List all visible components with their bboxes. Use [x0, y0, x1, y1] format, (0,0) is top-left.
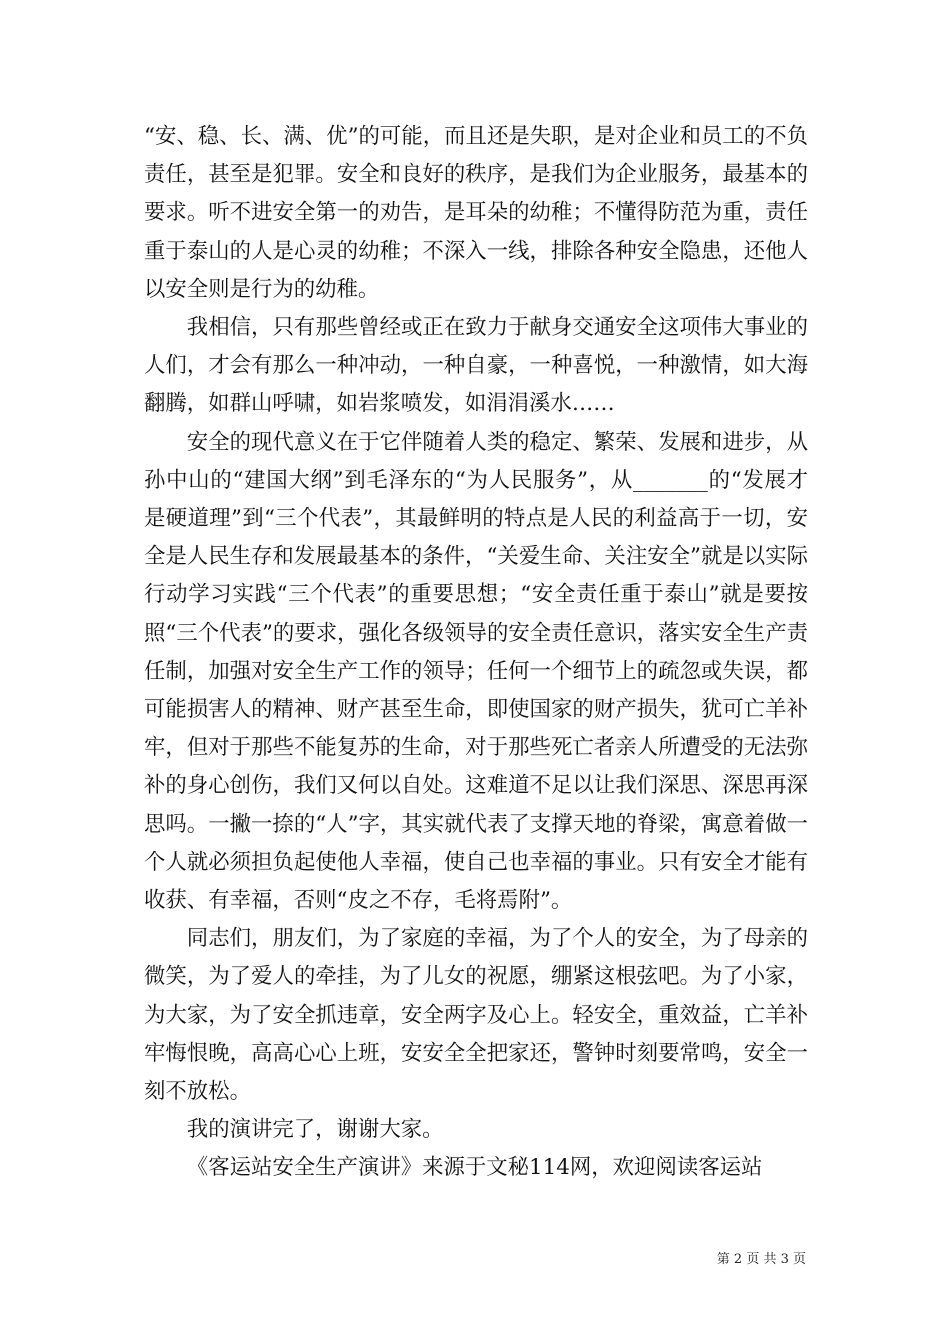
paragraph-modern-meaning: 安全的现代意义在于它伴随着人类的稳定、繁荣、发展和进步，从孙中山的“建国大纲”到毛泽东的“为人民服务”，从_______的“发展才是硬道理”到“三个代表”，其最鲜明的特点是人民的利益高于一切，安全是人民生存和发展最基本的条件，“关爱生命、关注安全”就是以实际行动学习实践“三个代表”的重要思想；“安全责任重于泰山”就是要按照“三个代表”的要求，强化各级领导的安全责任意识，落实安全生产责任制，加强对安全生产工作的领导；任何一个细节上的疏忽或失误，都可能损害人的精神、财产甚至生命，即使国家的财产损失，犹可亡羊补牢，但对于那些不能复苏的生命，对于那些死亡者亲人所遭受的无法弥补的身心创伤，我们又何以自处。这难道不足以让我们深思、深思再深思吗。一撇一捺的“人”字，其实就代表了支撑天地的脊梁，寓意着做一个人就必须担负起使他人幸福，使自己也幸福的事业。只有安全才能有收获、有幸福，否则“皮之不存，毛将焉附”。 — [144, 429, 808, 914]
document-body — [144, 118, 808, 1188]
paragraph-closing: 我的演讲完了，谢谢大家。 — [186, 1117, 444, 1143]
paragraph-appeal: 同志们，朋友们，为了家庭的幸福，为了个人的安全，为了母亲的微笑，为了爱人的牵挂，为了儿女的祝愿，绷紧这根弦吧。为了小家，为大家，为了安全抓违章，安全两字及心上。轻安全，重效益，亡羊补牢悔恨晚，高高心心上班，安安全全把家还，警钟时刻要常鸣，安全一刻不放松。 — [144, 926, 808, 1105]
page-number-footer: 第 2 页 共 3 页 — [716, 1252, 806, 1267]
paragraph-source-note: 《客运站安全生产演讲》来源于文秘114网，欢迎阅读客运站 — [186, 1155, 763, 1181]
paragraph-continuation: “安、稳、长、满、优”的可能，而且还是失职，是对企业和员工的不负责任，甚至是犯罪。安全和良好的秩序，是我们为企业服务，最基本的要求。听不进安全第一的劝告，是耳朵的幼稚；不懂得防范为重，责任重于泰山的人是心灵的幼稚；不深入一线，排除各种安全隐患，还他人以安全则是行为的幼稚。 — [144, 124, 808, 302]
paragraph-belief: 我相信，只有那些曾经或正在致力于献身交通安全这项伟大事业的人们，才会有那么一种冲动，一种自豪，一种喜悦，一种激情，如大海翻腾，如群山呼啸，如岩浆喷发，如涓涓溪水…… — [144, 315, 808, 417]
